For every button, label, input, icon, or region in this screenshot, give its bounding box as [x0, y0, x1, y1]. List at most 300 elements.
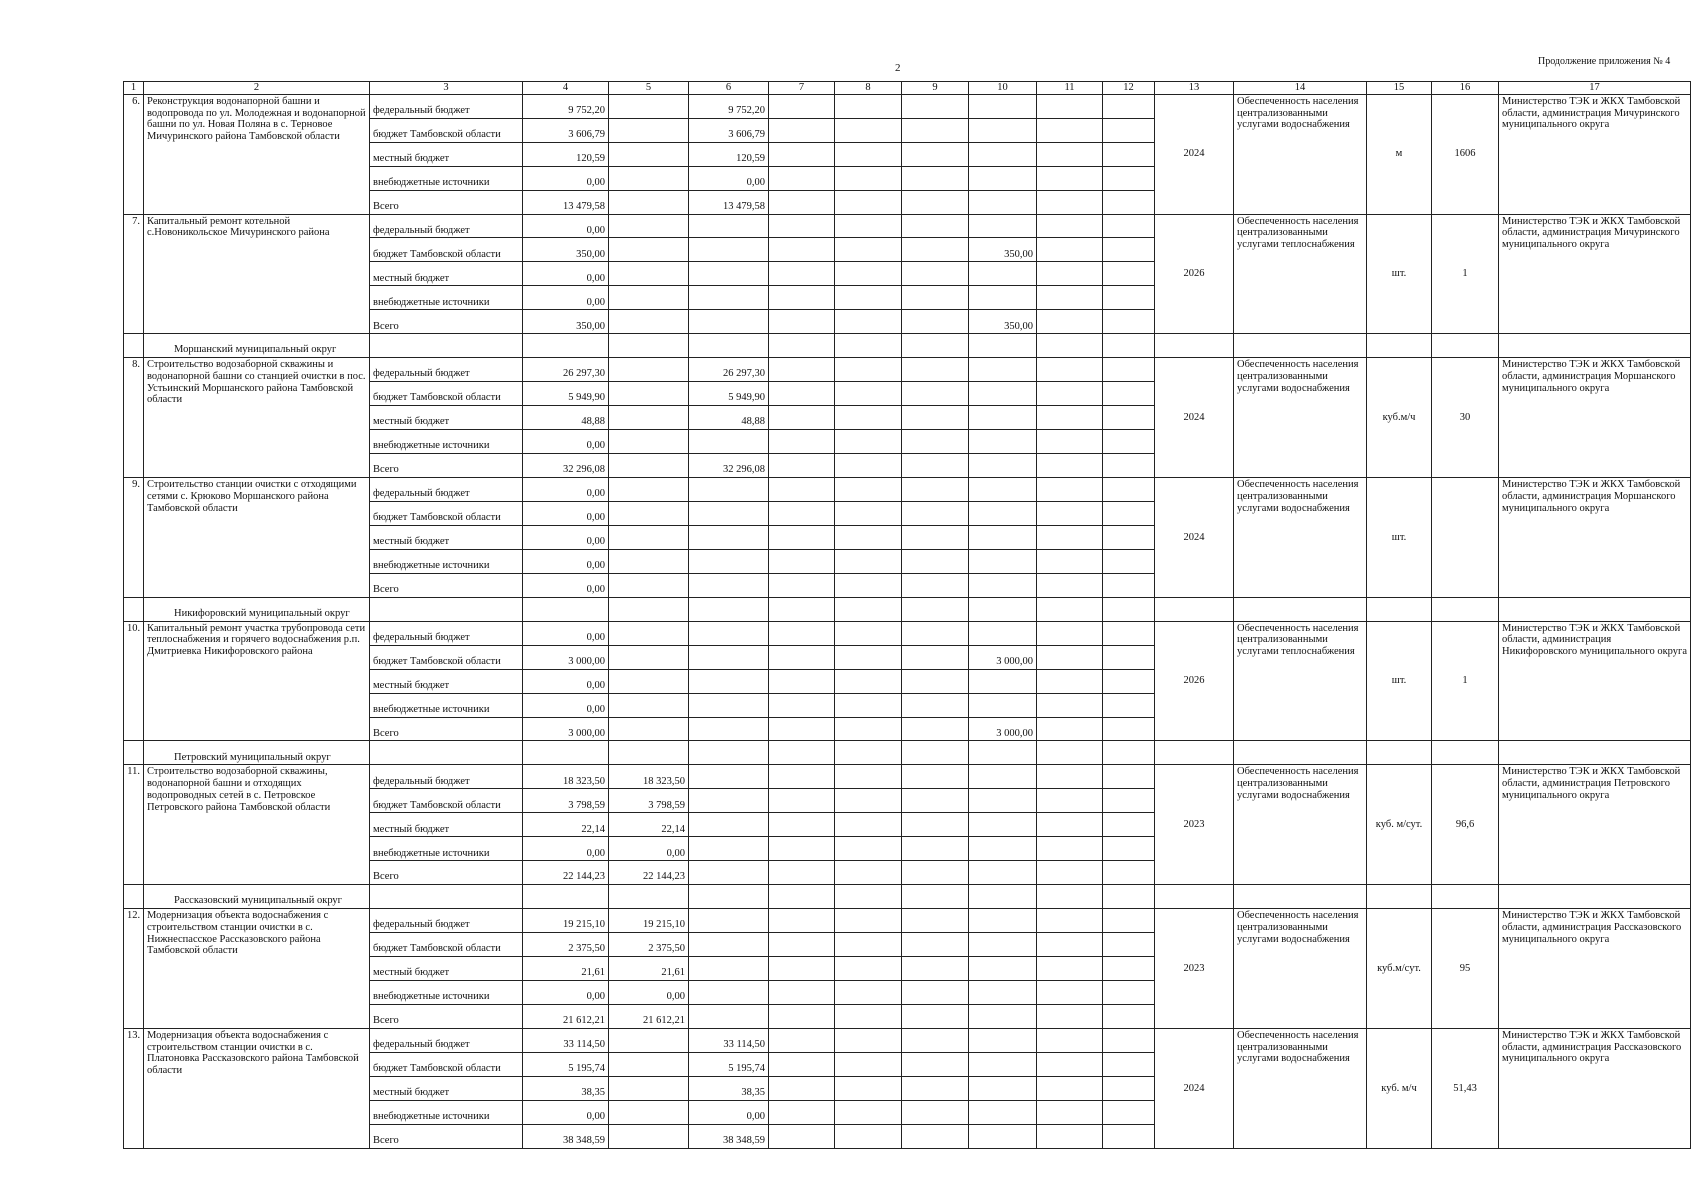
amount-col12	[1103, 933, 1155, 957]
col-header: 7	[769, 82, 835, 95]
unit-of-measure: куб. м/сут.	[1367, 765, 1432, 885]
amount-col11	[1037, 1124, 1103, 1148]
project-name: Строительство водозаборной скважины, водонапорной башни и отходящих водопроводных сетей в с. Петровское Петровского района Тамбовской области	[144, 765, 370, 885]
amount-2024: 9 752,20	[689, 94, 769, 118]
unit-of-measure: куб.м/ч	[1367, 358, 1432, 478]
amount-col11	[1037, 478, 1103, 502]
project-name: Модернизация объекта водоснабжения с строительством станции очистки в с. Нижнеспасское Рассказовского района Тамбовской области	[144, 909, 370, 1029]
amount-col7	[769, 94, 835, 118]
amount-total: 3 000,00	[523, 645, 609, 669]
amount-2026	[969, 478, 1037, 502]
amount-2023: 21 612,21	[609, 1004, 689, 1028]
amount-2024: 48,88	[689, 406, 769, 430]
amount-2024: 120,59	[689, 142, 769, 166]
funding-source: бюджет Тамбовской области	[370, 789, 523, 813]
col-header: 15	[1367, 82, 1432, 95]
amount-total: 350,00	[523, 310, 609, 334]
funding-source: федеральный бюджет	[370, 765, 523, 789]
amount-col12	[1103, 286, 1155, 310]
project-number: 12.	[124, 909, 144, 1029]
funding-source: Всего	[370, 310, 523, 334]
amount-col12	[1103, 214, 1155, 238]
amount-2026: 3 000,00	[969, 717, 1037, 741]
amount-2024	[689, 238, 769, 262]
empty-cell	[370, 885, 523, 909]
project-number: 9.	[124, 478, 144, 598]
amount-col9	[902, 501, 969, 525]
table-row	[124, 478, 1691, 502]
table-row	[124, 621, 1691, 645]
table-row	[124, 214, 1691, 238]
amount-col12	[1103, 310, 1155, 334]
amount-col11	[1037, 238, 1103, 262]
amount-col8	[835, 478, 902, 502]
empty-cell	[769, 334, 835, 358]
amount-col8	[835, 430, 902, 454]
amount-total: 0,00	[523, 478, 609, 502]
funding-source: внебюджетные источники	[370, 981, 523, 1005]
amount-col11	[1037, 909, 1103, 933]
amount-col12	[1103, 813, 1155, 837]
amount-col12	[1103, 94, 1155, 118]
amount-2023: 21,61	[609, 957, 689, 981]
empty-cell	[1432, 885, 1499, 909]
amount-col9	[902, 837, 969, 861]
amount-col12	[1103, 789, 1155, 813]
amount-total: 120,59	[523, 142, 609, 166]
amount-2024	[689, 214, 769, 238]
indicator-name: Обеспеченность населения централизованными услугами водоснабжения	[1234, 358, 1367, 478]
amount-2024	[689, 286, 769, 310]
responsible-executor: Министерство ТЭК и ЖКХ Тамбовской области, администрация Никифоровского муниципального округа	[1499, 621, 1691, 741]
amount-col9	[902, 981, 969, 1005]
empty-cell	[1155, 741, 1234, 765]
amount-total: 21 612,21	[523, 1004, 609, 1028]
empty-cell	[969, 334, 1037, 358]
col-header: 11	[1037, 82, 1103, 95]
amount-col7	[769, 501, 835, 525]
amount-col11	[1037, 310, 1103, 334]
project-number: 11.	[124, 765, 144, 885]
amount-total: 48,88	[523, 406, 609, 430]
amount-2026: 350,00	[969, 238, 1037, 262]
amount-2026	[969, 286, 1037, 310]
amount-2023	[609, 214, 689, 238]
amount-col11	[1037, 933, 1103, 957]
amount-col9	[902, 286, 969, 310]
amount-2023	[609, 238, 689, 262]
section-row	[124, 597, 1691, 621]
amount-col11	[1037, 454, 1103, 478]
col-header: 6	[689, 82, 769, 95]
amount-2023: 19 215,10	[609, 909, 689, 933]
amount-col8	[835, 118, 902, 142]
amount-col11	[1037, 501, 1103, 525]
amount-2026	[969, 118, 1037, 142]
amount-2024	[689, 813, 769, 837]
amount-col11	[1037, 525, 1103, 549]
amount-col7	[769, 118, 835, 142]
empty-cell	[1234, 741, 1367, 765]
amount-col9	[902, 525, 969, 549]
amount-col7	[769, 238, 835, 262]
section-row	[124, 334, 1691, 358]
amount-col9	[902, 549, 969, 573]
amount-col12	[1103, 1052, 1155, 1076]
amount-total: 0,00	[523, 501, 609, 525]
amount-2024	[689, 1004, 769, 1028]
amount-col12	[1103, 478, 1155, 502]
amount-col9	[902, 861, 969, 885]
amount-2023	[609, 573, 689, 597]
funding-source: бюджет Тамбовской области	[370, 645, 523, 669]
col-header: 9	[902, 82, 969, 95]
empty-cell	[609, 334, 689, 358]
amount-col9	[902, 430, 969, 454]
funding-source: бюджет Тамбовской области	[370, 1052, 523, 1076]
amount-col7	[769, 1124, 835, 1148]
amount-2024: 32 296,08	[689, 454, 769, 478]
amount-col12	[1103, 861, 1155, 885]
amount-col7	[769, 957, 835, 981]
amount-col9	[902, 166, 969, 190]
amount-2024	[689, 573, 769, 597]
amount-col8	[835, 1004, 902, 1028]
amount-total: 9 752,20	[523, 94, 609, 118]
project-number: 7.	[124, 214, 144, 334]
amount-col8	[835, 525, 902, 549]
amount-col12	[1103, 1100, 1155, 1124]
amount-2026	[969, 573, 1037, 597]
amount-col9	[902, 1100, 969, 1124]
amount-col8	[835, 1052, 902, 1076]
amount-col12	[1103, 190, 1155, 214]
amount-col12	[1103, 621, 1155, 645]
amount-col8	[835, 501, 902, 525]
amount-total: 13 479,58	[523, 190, 609, 214]
amount-2024	[689, 501, 769, 525]
empty-cell	[523, 334, 609, 358]
amount-col11	[1037, 573, 1103, 597]
amount-total: 0,00	[523, 621, 609, 645]
amount-col11	[1037, 1076, 1103, 1100]
amount-2024	[689, 765, 769, 789]
amount-col7	[769, 1052, 835, 1076]
amount-2023	[609, 286, 689, 310]
amount-col11	[1037, 214, 1103, 238]
empty-cell	[969, 741, 1037, 765]
amount-total: 0,00	[523, 669, 609, 693]
completion-year: 2026	[1155, 621, 1234, 741]
amount-2026	[969, 1076, 1037, 1100]
amount-2026	[969, 669, 1037, 693]
amount-total: 0,00	[523, 430, 609, 454]
amount-total: 5 195,74	[523, 1052, 609, 1076]
amount-col11	[1037, 430, 1103, 454]
amount-col9	[902, 214, 969, 238]
amount-2024	[689, 621, 769, 645]
empty-cell	[523, 885, 609, 909]
amount-2023	[609, 1100, 689, 1124]
amount-2026	[969, 789, 1037, 813]
amount-2023: 0,00	[609, 981, 689, 1005]
funding-source: федеральный бюджет	[370, 621, 523, 645]
indicator-value: 51,43	[1432, 1028, 1499, 1148]
responsible-executor: Министерство ТЭК и ЖКХ Тамбовской области, администрация Моршанского муниципального округа	[1499, 358, 1691, 478]
amount-2024	[689, 525, 769, 549]
amount-2026	[969, 501, 1037, 525]
section-title: Моршанский муниципальный округ	[144, 334, 370, 358]
amount-2024	[689, 478, 769, 502]
amount-2024	[689, 669, 769, 693]
amount-2026	[969, 765, 1037, 789]
funding-source: внебюджетные источники	[370, 430, 523, 454]
amount-col7	[769, 717, 835, 741]
amount-col8	[835, 286, 902, 310]
empty-cell	[523, 597, 609, 621]
amount-col8	[835, 933, 902, 957]
amount-col7	[769, 382, 835, 406]
amount-2024: 38,35	[689, 1076, 769, 1100]
empty-cell	[769, 885, 835, 909]
amount-col9	[902, 909, 969, 933]
amount-total: 3 000,00	[523, 717, 609, 741]
amount-col12	[1103, 669, 1155, 693]
amount-col12	[1103, 166, 1155, 190]
amount-col7	[769, 1028, 835, 1052]
amount-2026	[969, 166, 1037, 190]
amount-2023: 18 323,50	[609, 765, 689, 789]
empty-cell	[1103, 597, 1155, 621]
amount-col9	[902, 478, 969, 502]
completion-year: 2023	[1155, 909, 1234, 1029]
amount-2023	[609, 549, 689, 573]
amount-col9	[902, 1004, 969, 1028]
amount-col11	[1037, 262, 1103, 286]
col-header: 2	[144, 82, 370, 95]
project-name: Модернизация объекта водоснабжения с строительством станции очистки в с. Платоновка Рассказовского района Тамбовской области	[144, 1028, 370, 1148]
funding-source: местный бюджет	[370, 669, 523, 693]
amount-total: 22 144,23	[523, 861, 609, 885]
amount-col11	[1037, 1052, 1103, 1076]
indicator-name: Обеспеченность населения централизованными услугами теплоснабжения	[1234, 621, 1367, 741]
section-row	[124, 741, 1691, 765]
amount-2024: 13 479,58	[689, 190, 769, 214]
amount-2023	[609, 1028, 689, 1052]
amount-col11	[1037, 1004, 1103, 1028]
amount-2024: 5 195,74	[689, 1052, 769, 1076]
empty-cell	[769, 741, 835, 765]
amount-col11	[1037, 549, 1103, 573]
amount-2023	[609, 166, 689, 190]
funding-source: Всего	[370, 861, 523, 885]
amount-col11	[1037, 94, 1103, 118]
empty-cell	[609, 597, 689, 621]
amount-2023	[609, 1052, 689, 1076]
amount-col12	[1103, 645, 1155, 669]
empty-cell	[1155, 885, 1234, 909]
amount-col8	[835, 813, 902, 837]
amount-col12	[1103, 957, 1155, 981]
amount-2026	[969, 693, 1037, 717]
amount-total: 32 296,08	[523, 454, 609, 478]
funding-source: местный бюджет	[370, 1076, 523, 1100]
amount-2026	[969, 837, 1037, 861]
amount-col8	[835, 981, 902, 1005]
amount-col7	[769, 861, 835, 885]
amount-2024	[689, 262, 769, 286]
amount-col8	[835, 310, 902, 334]
project-name: Капитальный ремонт котельной с.Новоникольское Мичуринского района	[144, 214, 370, 334]
amount-2026	[969, 1028, 1037, 1052]
amount-total: 38,35	[523, 1076, 609, 1100]
amount-col8	[835, 214, 902, 238]
table-row	[124, 94, 1691, 118]
amount-col11	[1037, 406, 1103, 430]
budget-table	[123, 81, 1691, 1149]
amount-2023	[609, 310, 689, 334]
empty-cell	[902, 885, 969, 909]
indicator-value: 96,6	[1432, 765, 1499, 885]
empty-cell	[124, 334, 144, 358]
empty-cell	[370, 334, 523, 358]
unit-of-measure: шт.	[1367, 621, 1432, 741]
amount-col11	[1037, 166, 1103, 190]
empty-cell	[124, 741, 144, 765]
amount-col9	[902, 1076, 969, 1100]
funding-source: Всего	[370, 717, 523, 741]
amount-col7	[769, 190, 835, 214]
amount-total: 18 323,50	[523, 765, 609, 789]
empty-cell	[1234, 597, 1367, 621]
col-header: 10	[969, 82, 1037, 95]
amount-col8	[835, 957, 902, 981]
amount-2026	[969, 525, 1037, 549]
completion-year: 2024	[1155, 1028, 1234, 1148]
amount-2024: 0,00	[689, 166, 769, 190]
amount-col11	[1037, 813, 1103, 837]
amount-col11	[1037, 190, 1103, 214]
completion-year: 2024	[1155, 358, 1234, 478]
amount-col8	[835, 1124, 902, 1148]
funding-source: Всего	[370, 573, 523, 597]
amount-col12	[1103, 525, 1155, 549]
amount-total: 22,14	[523, 813, 609, 837]
amount-2024	[689, 645, 769, 669]
amount-2023	[609, 693, 689, 717]
responsible-executor: Министерство ТЭК и ЖКХ Тамбовской области, администрация Рассказовского муниципального округа	[1499, 1028, 1691, 1148]
amount-col12	[1103, 238, 1155, 262]
table-row	[124, 1028, 1691, 1052]
project-name: Строительство станции очистки с отходящими сетями с. Крюково Моршанского района Тамбовской области	[144, 478, 370, 598]
amount-col11	[1037, 286, 1103, 310]
funding-source: бюджет Тамбовской области	[370, 933, 523, 957]
amount-2023	[609, 142, 689, 166]
amount-2024	[689, 310, 769, 334]
amount-col9	[902, 717, 969, 741]
amount-col11	[1037, 621, 1103, 645]
amount-col12	[1103, 909, 1155, 933]
amount-col8	[835, 765, 902, 789]
amount-col8	[835, 789, 902, 813]
table-row	[124, 765, 1691, 789]
empty-cell	[1103, 334, 1155, 358]
funding-source: внебюджетные источники	[370, 549, 523, 573]
col-header: 3	[370, 82, 523, 95]
col-header: 8	[835, 82, 902, 95]
amount-col12	[1103, 1124, 1155, 1148]
amount-col11	[1037, 1028, 1103, 1052]
indicator-value: 30	[1432, 358, 1499, 478]
unit-of-measure: м	[1367, 94, 1432, 214]
amount-2024	[689, 837, 769, 861]
responsible-executor: Министерство ТЭК и ЖКХ Тамбовской области, администрация Петровского муниципального округа	[1499, 765, 1691, 885]
amount-col8	[835, 406, 902, 430]
amount-col7	[769, 142, 835, 166]
amount-2023	[609, 406, 689, 430]
amount-col11	[1037, 861, 1103, 885]
project-number: 6.	[124, 94, 144, 214]
amount-col8	[835, 166, 902, 190]
section-row	[124, 885, 1691, 909]
empty-cell	[1499, 334, 1691, 358]
amount-col7	[769, 525, 835, 549]
amount-col7	[769, 310, 835, 334]
indicator-value: 95	[1432, 909, 1499, 1029]
amount-col8	[835, 909, 902, 933]
amount-col7	[769, 454, 835, 478]
project-number: 10.	[124, 621, 144, 741]
amount-total: 0,00	[523, 693, 609, 717]
indicator-name: Обеспеченность населения централизованными услугами водоснабжения	[1234, 94, 1367, 214]
amount-2024: 3 606,79	[689, 118, 769, 142]
project-number: 8.	[124, 358, 144, 478]
empty-cell	[835, 885, 902, 909]
amount-2024	[689, 789, 769, 813]
amount-col7	[769, 813, 835, 837]
amount-2026	[969, 142, 1037, 166]
indicator-name: Обеспеченность населения централизованными услугами водоснабжения	[1234, 1028, 1367, 1148]
empty-cell	[689, 597, 769, 621]
amount-2023: 22,14	[609, 813, 689, 837]
amount-2026	[969, 621, 1037, 645]
amount-col12	[1103, 454, 1155, 478]
amount-col12	[1103, 1004, 1155, 1028]
indicator-name: Обеспеченность населения централизованными услугами водоснабжения	[1234, 909, 1367, 1029]
amount-col7	[769, 214, 835, 238]
amount-2023: 22 144,23	[609, 861, 689, 885]
amount-col7	[769, 1100, 835, 1124]
indicator-name: Обеспеченность населения централизованными услугами водоснабжения	[1234, 478, 1367, 598]
amount-col8	[835, 837, 902, 861]
empty-cell	[689, 741, 769, 765]
empty-cell	[689, 885, 769, 909]
empty-cell	[1234, 885, 1367, 909]
project-name: Строительство водозаборной скважины и водонапорной башни со станцией очистки в пос. Устьинский Моршанского района Тамбовской области	[144, 358, 370, 478]
amount-2023	[609, 645, 689, 669]
amount-2023: 3 798,59	[609, 789, 689, 813]
amount-col12	[1103, 501, 1155, 525]
amount-col11	[1037, 118, 1103, 142]
amount-col9	[902, 933, 969, 957]
table-row	[124, 358, 1691, 382]
amount-col11	[1037, 837, 1103, 861]
empty-cell	[1432, 741, 1499, 765]
empty-cell	[1367, 741, 1432, 765]
section-title: Рассказовский муниципальный округ	[144, 885, 370, 909]
amount-col12	[1103, 981, 1155, 1005]
amount-col9	[902, 142, 969, 166]
